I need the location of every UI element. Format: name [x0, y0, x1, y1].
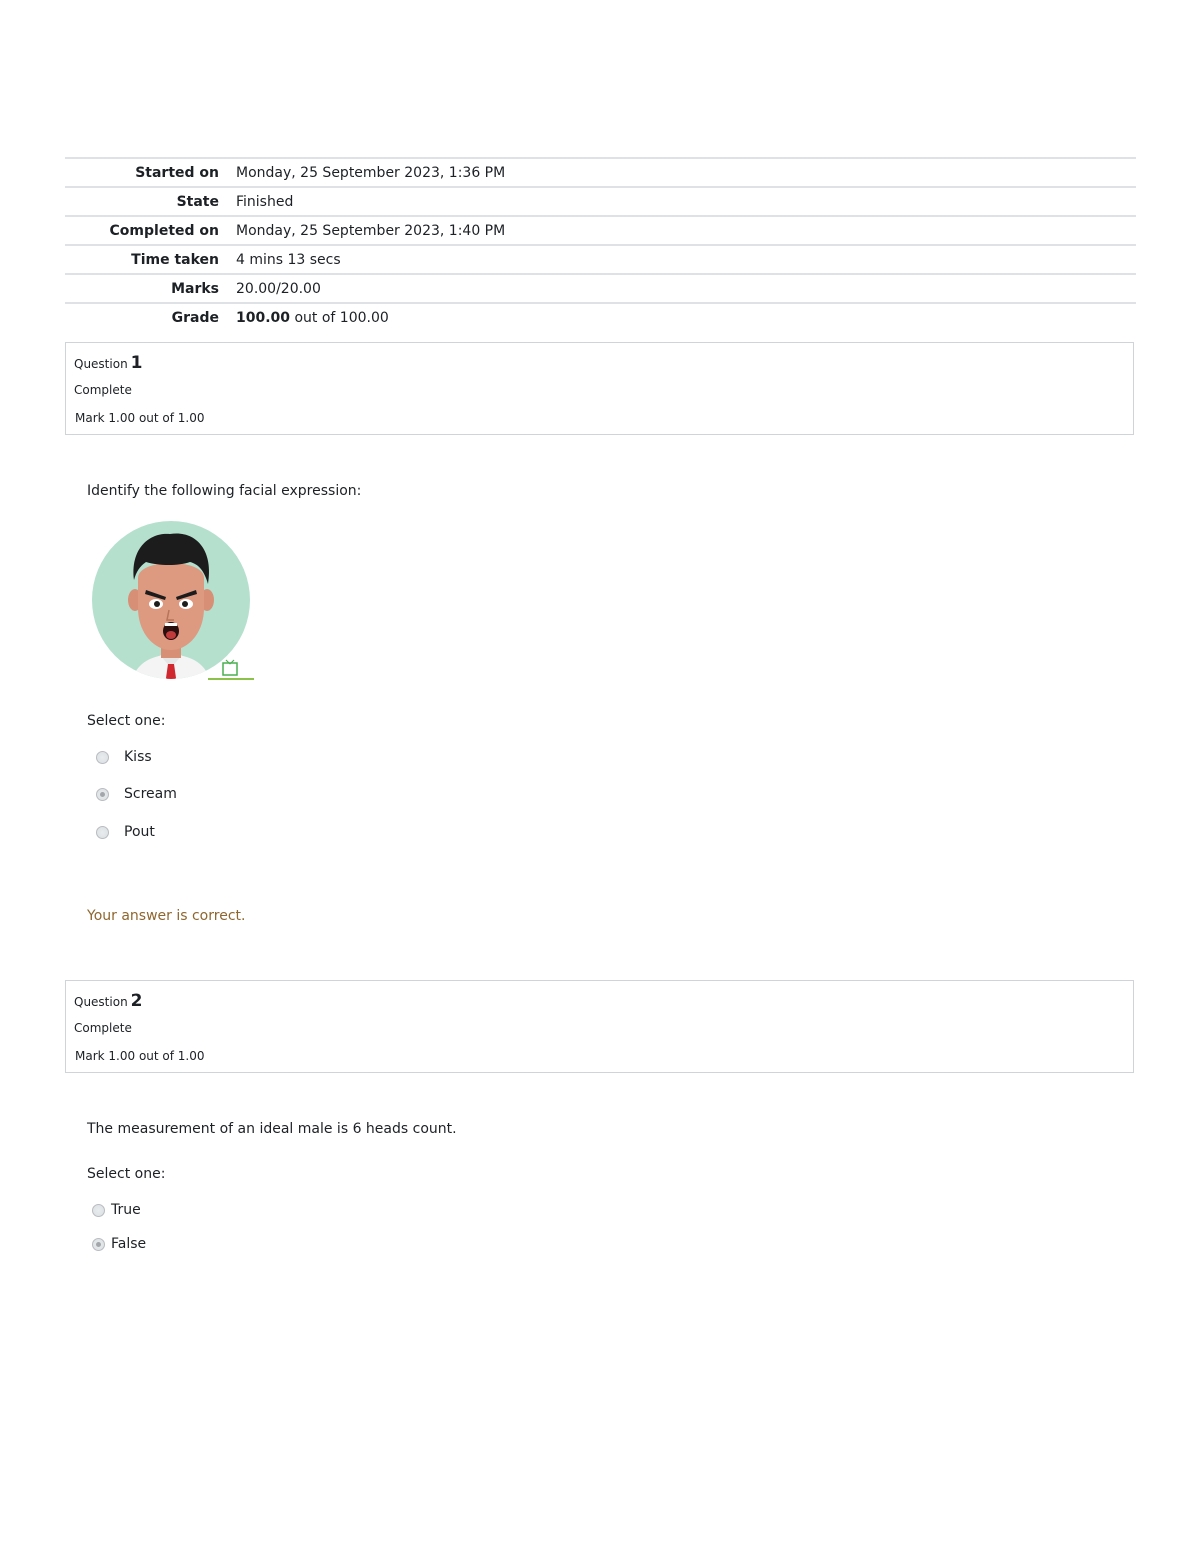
- option-kiss[interactable]: [96, 749, 152, 765]
- summary-label: Completed on: [109, 222, 219, 239]
- grade-value: 100.00: [236, 309, 291, 326]
- radio-button-selected[interactable]: [92, 1238, 105, 1251]
- radio-button[interactable]: [96, 751, 109, 764]
- option-false[interactable]: [92, 1236, 146, 1252]
- question-2-info: [65, 980, 1134, 1073]
- summary-value: Monday, 25 September 2023, 1:40 PM: [236, 222, 506, 239]
- angry-face-illustration-icon: [90, 518, 260, 686]
- option-label: True: [111, 1202, 141, 1218]
- radio-button-selected[interactable]: [96, 788, 109, 801]
- question-2-text: The measurement of an ideal male is 6 heads count.: [87, 1121, 457, 1137]
- option-label: Pout: [124, 824, 155, 840]
- summary-label: Marks: [171, 280, 219, 297]
- attempt-summary-table: [65, 157, 1136, 331]
- summary-row-completed: [65, 215, 1136, 244]
- summary-row-marks: [65, 273, 1136, 302]
- question-number: Question 2: [74, 991, 143, 1011]
- summary-value: 20.00/20.00: [236, 280, 321, 297]
- summary-row-state: [65, 186, 1136, 215]
- question-grade: Mark 1.00 out of 1.00: [75, 411, 205, 425]
- option-scream[interactable]: [96, 786, 177, 802]
- summary-label: Started on: [135, 164, 219, 181]
- question-grade: Mark 1.00 out of 1.00: [75, 1049, 205, 1063]
- summary-label: Grade: [171, 309, 219, 326]
- summary-row-grade: [65, 302, 1136, 331]
- summary-value: Monday, 25 September 2023, 1:36 PM: [236, 164, 506, 181]
- summary-value: 4 mins 13 secs: [236, 251, 341, 268]
- answer-feedback: Your answer is correct.: [87, 908, 246, 924]
- option-label: Kiss: [124, 749, 152, 765]
- summary-value: [236, 310, 389, 326]
- summary-row-time-taken: [65, 244, 1136, 273]
- question-1-text: Identify the following facial expression:: [87, 483, 362, 499]
- question-number: Question 1: [74, 353, 143, 373]
- summary-label: State: [176, 193, 219, 210]
- question-number-value: 1: [130, 353, 143, 373]
- question-state: Complete: [74, 1021, 132, 1035]
- option-pout[interactable]: [96, 824, 155, 840]
- summary-value: Finished: [236, 193, 294, 210]
- option-label: False: [111, 1236, 147, 1252]
- grade-out-of: out of 100.00: [290, 309, 389, 326]
- option-true[interactable]: [92, 1202, 141, 1218]
- option-label: Scream: [124, 786, 177, 802]
- question-number-value: 2: [130, 991, 143, 1011]
- summary-row-started: [65, 157, 1136, 186]
- radio-button[interactable]: [96, 826, 109, 839]
- select-one-prompt: Select one:: [87, 713, 166, 729]
- radio-button[interactable]: [92, 1204, 105, 1217]
- question-1-info: [65, 342, 1134, 435]
- summary-label: Time taken: [131, 251, 219, 268]
- question-state: Complete: [74, 383, 132, 397]
- select-one-prompt: Select one:: [87, 1166, 166, 1182]
